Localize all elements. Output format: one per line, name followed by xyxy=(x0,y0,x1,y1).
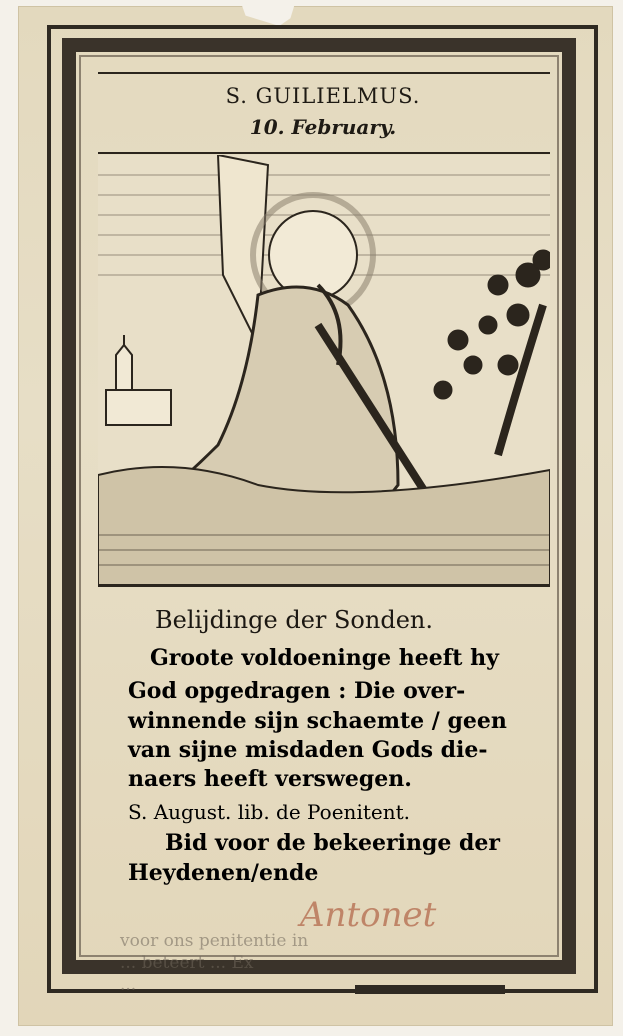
source-citation: S. August. lib. de Poenitent. xyxy=(128,800,410,824)
prayer-line-2: Heydenen/ende xyxy=(128,860,319,886)
meditation-line-4: van sijne misdaden Gods die- xyxy=(128,737,488,763)
prayer-line-1: Bid voor de bekeeringe der xyxy=(165,830,500,856)
bottom-bar-ornament xyxy=(355,985,505,994)
header-rule xyxy=(98,152,550,154)
top-rule xyxy=(98,72,550,74)
meditation-line-2: God opgedragen : Die over- xyxy=(128,678,466,704)
bleed-through-line-3: ... xyxy=(120,975,137,995)
meditation-line-3: winnende sijn schaemte / geen xyxy=(128,708,507,734)
handwritten-signature: Antonet xyxy=(300,895,437,935)
bleed-through-line-1: voor ons penitentie in xyxy=(120,931,309,951)
engraving-svg xyxy=(98,155,550,585)
meditation-heading: Belijdinge der Sonden. xyxy=(155,606,433,634)
feast-date: 10. February. xyxy=(249,115,397,139)
meditation-line-5: naers heeft verswegen. xyxy=(128,766,412,792)
saint-title: S. GUILIELMUS. xyxy=(225,84,421,108)
bleed-through-line-2: ... beteert ... Ex xyxy=(120,953,254,973)
saint-engraving xyxy=(98,155,550,587)
meditation-line-1: Groote voldoeninge heeft hy xyxy=(150,645,499,671)
